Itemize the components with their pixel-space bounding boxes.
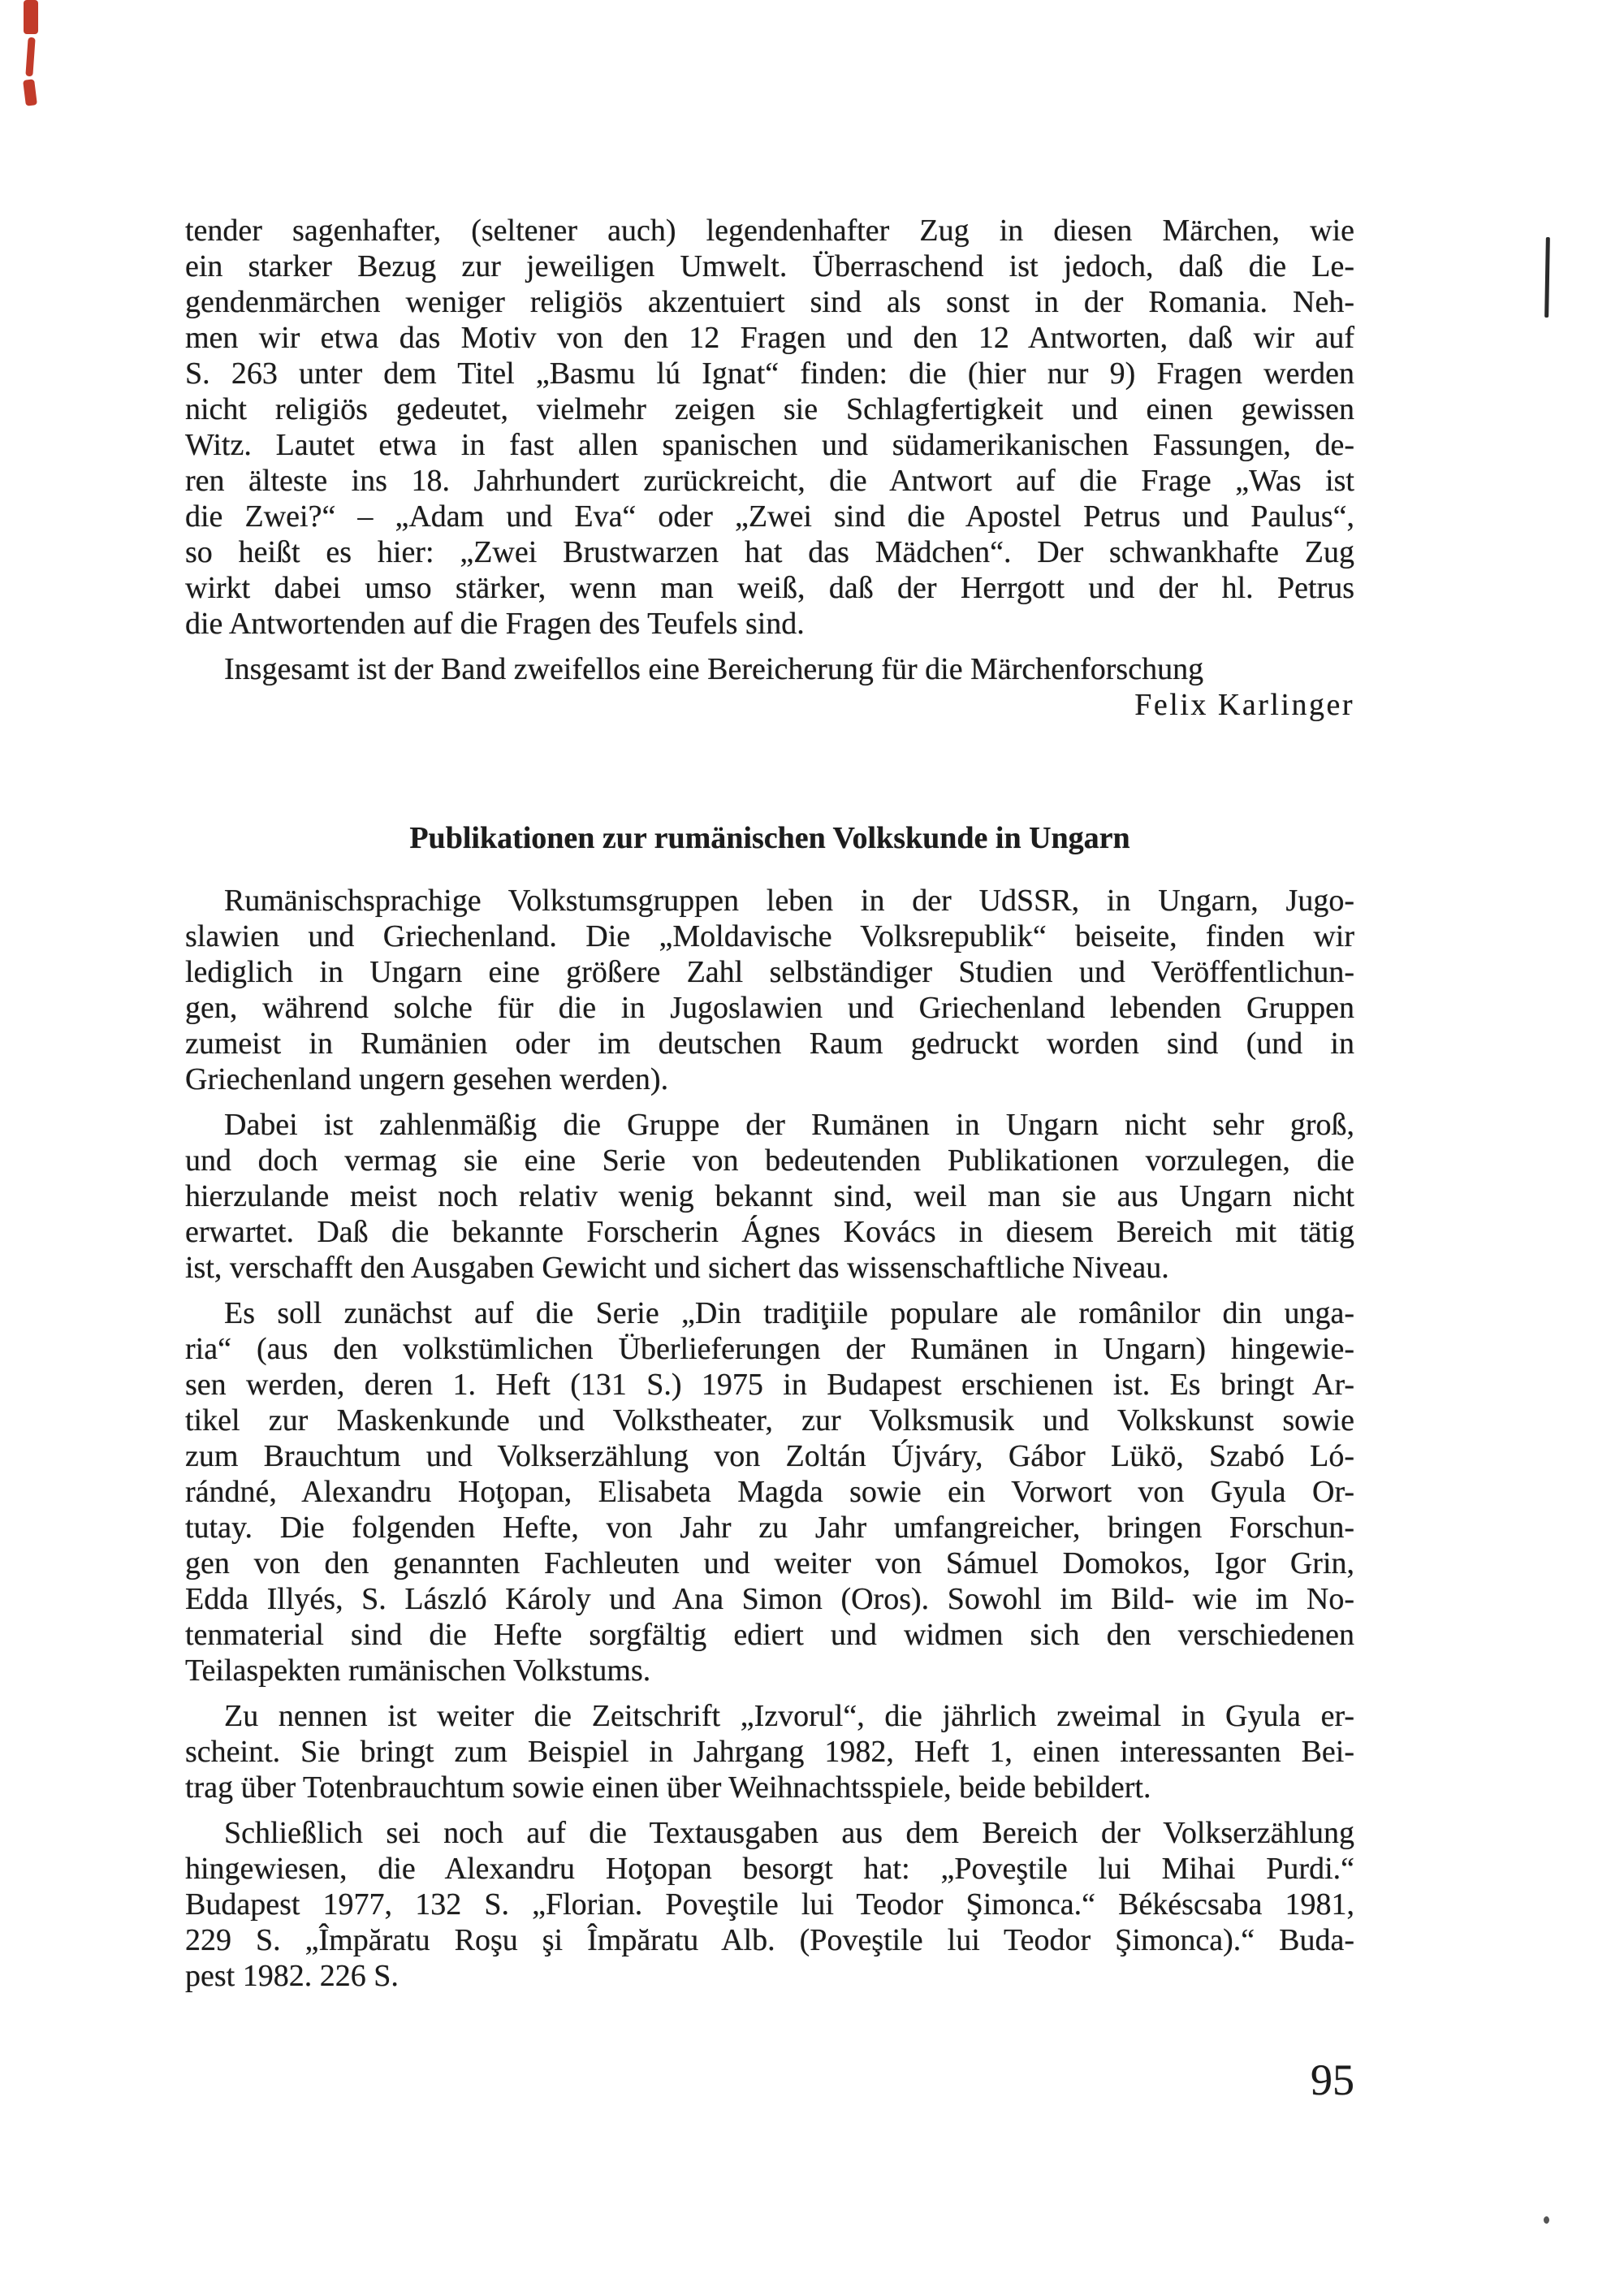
text-line: Teilaspekten rumänischen Volkstums. bbox=[185, 1654, 651, 1688]
text-line: erwartet. Daß die bekannte Forscherin Ágnes Kovács in diesem Bereich mit tätig bbox=[185, 1215, 1354, 1249]
text-line: nicht religiös gedeutet, vielmehr zeigen sie Schlagfertigkeit und einen gewissen bbox=[185, 392, 1354, 426]
text-line: slawien und Griechenland. Die „Moldavische Volksrepublik“ beiseite, finden wir bbox=[185, 919, 1354, 953]
text-column bbox=[185, 213, 1354, 1994]
text-line: Edda Illyés, S. László Károly und Ana Simon (Oros). Sowohl im Bild- wie im No- bbox=[185, 1582, 1354, 1616]
red-pen-mark bbox=[23, 79, 37, 106]
text-line: S. 263 unter dem Titel „Basmu lú Ignat“ finden: die (hier nur 9) Fragen werden bbox=[185, 357, 1354, 391]
text-line: Witz. Lautet etwa in fast allen spanischen und südamerikanischen Fassungen, de- bbox=[185, 428, 1354, 462]
text-line: Es soll zunächst auf die Serie „Din tradiţiile populare ale românilor din unga- bbox=[224, 1296, 1354, 1330]
text-line: ist, verschafft den Ausgaben Gewicht und sichert das wissenschaftliche Niveau. bbox=[185, 1251, 1169, 1285]
red-pen-mark bbox=[25, 37, 35, 77]
text-line: gen, während solche für die in Jugoslawien und Griechenland lebenden Gruppen bbox=[185, 991, 1354, 1025]
paragraph bbox=[185, 1698, 1354, 1805]
text-line: hierzulande meist noch relativ wenig bekannt sind, weil man sie aus Ungarn nicht bbox=[185, 1179, 1354, 1213]
red-pen-mark bbox=[24, 0, 38, 34]
paragraph bbox=[185, 1295, 1354, 1688]
text-line: ein starker Bezug zur jeweiligen Umwelt. Überraschend ist jedoch, daß die Le- bbox=[185, 249, 1354, 283]
text-line: ria“ (aus den volkstümlichen Überlieferungen der Rumänen in Ungarn) hingewie- bbox=[185, 1332, 1354, 1366]
text-line: men wir etwa das Motiv von den 12 Fragen und den 12 Antworten, daß wir auf bbox=[185, 321, 1354, 355]
text-line: tutay. Die folgenden Hefte, von Jahr zu Jahr umfangreicher, bringen Forschun- bbox=[185, 1511, 1354, 1545]
text-line: Zu nennen ist weiter die Zeitschrift „Izvorul“, die jährlich zweimal in Gyula er- bbox=[224, 1699, 1354, 1733]
text-line: und doch vermag sie eine Serie von bedeutenden Publikationen vorzulegen, die bbox=[185, 1144, 1354, 1178]
article-body-section bbox=[185, 883, 1354, 1994]
text-line: Budapest 1977, 132 S. „Florian. Poveştile lui Teodor Şimonca.“ Békéscsaba 1981, bbox=[185, 1887, 1354, 1922]
ink-dot bbox=[1544, 2216, 1549, 2224]
text-line: wirkt dabei umso stärker, wenn man weiß, daß der Herrgott und der hl. Petrus bbox=[185, 571, 1354, 605]
text-line: Rumänischsprachige Volkstumsgruppen leben in der UdSSR, in Ungarn, Jugo- bbox=[224, 884, 1354, 918]
reviewer-signature: Felix Karlinger bbox=[1134, 688, 1354, 722]
margin-pen-stroke bbox=[1544, 237, 1550, 318]
text-line: gendenmärchen weniger religiös akzentuiert sind als sonst in der Romania. Neh- bbox=[185, 285, 1354, 319]
paragraph bbox=[185, 651, 1354, 687]
review-conclusion-section bbox=[185, 213, 1354, 687]
text-line: tender sagenhafter, (seltener auch) legendenhafter Zug in diesen Märchen, wie bbox=[185, 214, 1354, 248]
paragraph bbox=[185, 1107, 1354, 1286]
paragraph bbox=[185, 883, 1354, 1097]
text-line: pest 1982. 226 S. bbox=[185, 1959, 399, 1993]
text-line: die Antwortenden auf die Fragen des Teufels sind. bbox=[185, 607, 805, 641]
text-line: zumeist in Rumänien oder im deutschen Raum gedruckt worden sind (und in bbox=[185, 1027, 1354, 1061]
text-line: Griechenland ungern gesehen werden). bbox=[185, 1062, 669, 1096]
text-line: tikel zur Maskenkunde und Volkstheater, zur Volksmusik und Volkskunst sowie bbox=[185, 1403, 1354, 1437]
text-line: Schließlich sei noch auf die Textausgaben aus dem Bereich der Volkserzählung bbox=[224, 1816, 1354, 1850]
text-line: hingewiesen, die Alexandru Hoţopan besorgt hat: „Poveştile lui Mihai Purdi.“ bbox=[185, 1852, 1354, 1886]
text-line: sen werden, deren 1. Heft (131 S.) 1975 in Budapest erschienen ist. Es bringt Ar- bbox=[185, 1368, 1354, 1402]
text-line: zum Brauchtum und Volkserzählung von Zoltán Újváry, Gábor Lükö, Szabó Ló- bbox=[185, 1439, 1354, 1473]
text-line: Dabei ist zahlenmäßig die Gruppe der Rumänen in Ungarn nicht sehr groß, bbox=[224, 1108, 1354, 1142]
text-line: 229 S. „Împăratu Roşu şi Împăratu Alb. (Poveştile lui Teodor Şimonca).“ Buda- bbox=[185, 1923, 1354, 1957]
text-line: tenmaterial sind die Hefte sorgfältig ediert und widmen sich den verschiedenen bbox=[185, 1618, 1354, 1652]
page-number: 95 bbox=[1311, 2056, 1354, 2104]
text-line: trag über Totenbrauchtum sowie einen über Weihnachtsspiele, beide bebildert. bbox=[185, 1770, 1151, 1805]
text-line: ren älteste ins 18. Jahrhundert zurückreicht, die Antwort auf die Frage „Was ist bbox=[185, 464, 1354, 498]
text-line: scheint. Sie bringt zum Beispiel in Jahrgang 1982, Heft 1, einen interessanten Bei- bbox=[185, 1735, 1354, 1769]
text-line: die Zwei?“ – „Adam und Eva“ oder „Zwei sind die Apostel Petrus und Paulus“, bbox=[185, 499, 1354, 534]
paragraph bbox=[185, 213, 1354, 642]
text-line: rándné, Alexandru Hoţopan, Elisabeta Magda sowie ein Vorwort von Gyula Or- bbox=[185, 1475, 1354, 1509]
text-line: Insgesamt ist der Band zweifellos eine Bereicherung für die Märchenforschung bbox=[224, 652, 1204, 686]
text-line: gen von den genannten Fachleuten und weiter von Sámuel Domokos, Igor Grin, bbox=[185, 1546, 1354, 1580]
paragraph bbox=[185, 1815, 1354, 1994]
text-line: so heißt es hier: „Zwei Brustwarzen hat das Mädchen“. Der schwankhafte Zug bbox=[185, 535, 1354, 569]
article-heading: Publikationen zur rumänischen Volkskunde in Ungarn bbox=[409, 821, 1130, 855]
text-line: lediglich in Ungarn eine größere Zahl selbständiger Studien und Veröffentlichun- bbox=[185, 955, 1354, 989]
